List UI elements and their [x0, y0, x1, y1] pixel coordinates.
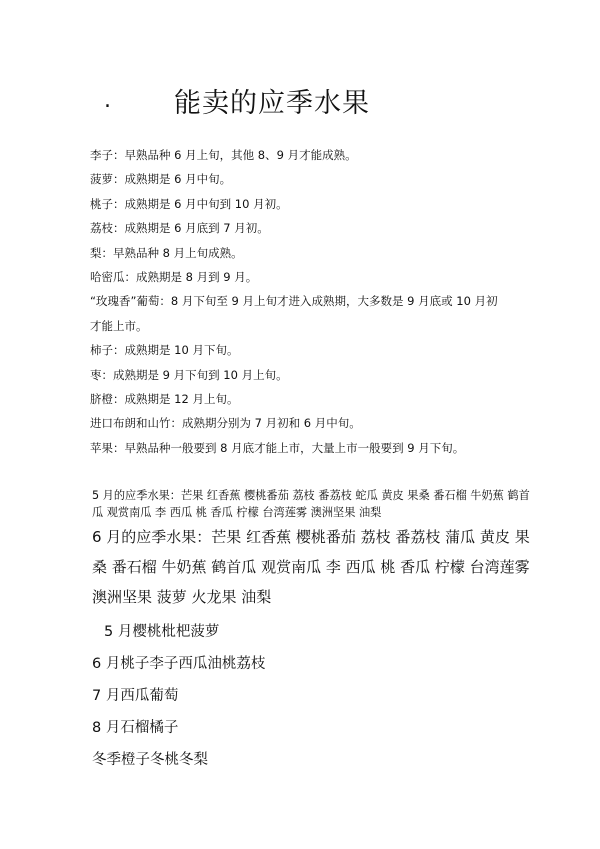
ripening-line: “玫瑰香”葡萄：8 月下旬至 9 月上旬才进入成熟期，大多数是 9 月底或 10 月初: [90, 294, 498, 309]
may-fruits-paragraph: 5 月的应季水果：芒果 红香蕉 樱桃番茄 荔枝 番荔枝 蛇瓜 黄皮 果桑 番石榴 牛奶蕉 鹤首瓜 观赏南瓜 李 西瓜 桃 香瓜 柠檬 台湾莲雾 澳洲坚果 油梨: [92, 489, 530, 519]
month-line-may: 5 月樱桃枇杷菠萝: [104, 624, 220, 640]
ripening-line: 才能上市。: [90, 318, 148, 333]
ripening-list: [90, 143, 530, 460]
ripening-line: 梨：早熟品种 8 月上旬成熟。: [90, 245, 243, 260]
ripening-line: 脐橙：成熟期是 12 月上旬。: [90, 392, 239, 407]
june-fruits-paragraph: 6 月的应季水果：芒果 红香蕉 樱桃番茄 荔枝 番荔枝 蒲瓜 黄皮 果桑 番石榴 牛奶蕉 鹤首瓜 观赏南瓜 李 西瓜 桃 香瓜 柠檬 台湾莲雾 澳洲坚果 菠萝 火龙果 油梨: [92, 528, 530, 606]
title-bullet: .: [104, 87, 111, 113]
ripening-line: 荔枝：成熟期是 6 月底到 7 月初。: [90, 221, 269, 236]
ripening-line: 李子：早熟品种 6 月上旬，其他 8、9 月才能成熟。: [90, 148, 357, 162]
page-title: 能卖的应季水果: [174, 87, 370, 119]
month-line-june: 6 月桃子李子西瓜油桃荔枝: [92, 656, 266, 672]
ripening-line: 枣：成熟期是 9 月下旬到 10 月上旬。: [90, 367, 288, 382]
ripening-line: 桃子：成熟期是 6 月中旬到 10 月初。: [90, 196, 288, 211]
month-line-july: 7 月西瓜葡萄: [92, 688, 179, 704]
ripening-line: 哈密瓜：成熟期是 8 月到 9 月。: [90, 270, 258, 285]
ripening-line: 柿子：成熟期是 10 月下旬。: [90, 343, 239, 358]
title-row: [104, 80, 370, 120]
month-line-winter: 冬季橙子冬桃冬梨: [92, 752, 208, 768]
month-line-august: 8 月石榴橘子: [92, 720, 179, 736]
ripening-line: 进口布朗和山竹：成熟期分别为 7 月初和 6 月中旬。: [90, 416, 361, 431]
ripening-line: 苹果：早熟品种一般要到 8 月底才能上市，大量上市一般要到 9 月下旬。: [90, 440, 465, 455]
ripening-line: 菠萝：成熟期是 6 月中旬。: [90, 172, 232, 187]
